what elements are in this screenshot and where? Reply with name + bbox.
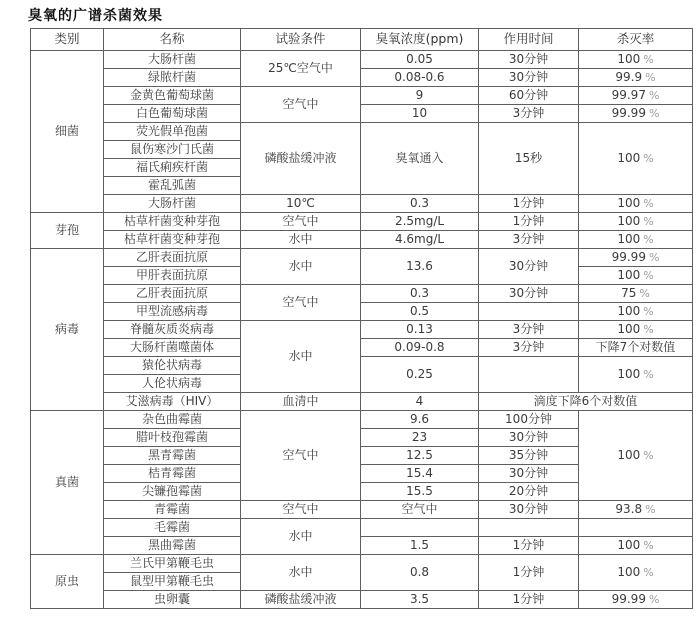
table-cell: 23 <box>361 429 479 447</box>
table-cell: 芽孢 <box>31 213 104 249</box>
table-row <box>31 339 693 357</box>
table-cell: 水中 <box>241 519 361 555</box>
table-cell: 枯草杆菌变种芽孢 <box>104 213 241 231</box>
table-cell: 甲型流感病毒 <box>104 303 241 321</box>
table-cell: 1分钟 <box>479 537 579 555</box>
table-cell: 100 % <box>579 231 693 249</box>
table-cell: 15.4 <box>361 465 479 483</box>
table-cell: 75 % <box>579 285 693 303</box>
col-header-category: 类别 <box>31 29 104 51</box>
table-cell: 毛霉菌 <box>104 519 241 537</box>
table-cell: 荧光假单孢菌 <box>104 123 241 141</box>
table-cell: 20分钟 <box>479 483 579 501</box>
table-cell: 空气中 <box>241 87 361 123</box>
table-cell <box>479 303 579 321</box>
table-cell: 真菌 <box>31 411 104 555</box>
table-cell: 3分钟 <box>479 321 579 339</box>
table-cell: 9 <box>361 87 479 105</box>
table-cell: 0.09-0.8 <box>361 339 479 357</box>
table-cell: 100 % <box>579 303 693 321</box>
table-cell: 腊叶枝孢霉菌 <box>104 429 241 447</box>
table-cell: 脊髓灰质炎病毒 <box>104 321 241 339</box>
table-cell: 大肠杆菌 <box>104 51 241 69</box>
table-cell: 99.9 % <box>579 69 693 87</box>
percent-sign: % <box>648 250 660 264</box>
table-cell: 臭氧通入 <box>361 123 479 195</box>
table-cell: 1分钟 <box>479 591 579 609</box>
table-cell: 4.6mg/L <box>361 231 479 249</box>
table-cell: 空气中 <box>241 411 361 501</box>
table-cell: 绿脓杆菌 <box>104 69 241 87</box>
table-cell: 人伦状病毒 <box>104 375 241 393</box>
table-cell: 100 % <box>579 411 693 501</box>
table-cell: 桔青霉菌 <box>104 465 241 483</box>
table-cell: 0.8 <box>361 555 479 591</box>
percent-sign: % <box>643 196 654 210</box>
table-cell: 0.3 <box>361 285 479 303</box>
table-row <box>31 321 693 339</box>
table-cell: 60分钟 <box>479 87 579 105</box>
percent-sign: % <box>645 70 656 84</box>
table-cell: 鼠伤寒沙门氏菌 <box>104 141 241 159</box>
table-cell: 2.5mg/L <box>361 213 479 231</box>
table-row <box>31 213 693 231</box>
percent-sign: % <box>643 367 654 381</box>
table-cell: 12.5 <box>361 447 479 465</box>
table-cell: 4 <box>361 393 479 411</box>
table-row <box>31 87 693 105</box>
table-row <box>31 105 693 123</box>
table-cell: 30分钟 <box>479 429 579 447</box>
table-cell: 30分钟 <box>479 249 579 285</box>
table-cell: 空气中 <box>361 501 479 519</box>
percent-sign: % <box>643 232 654 246</box>
percent-sign: % <box>643 52 654 66</box>
percent-sign: % <box>643 304 654 318</box>
table-cell: 9.6 <box>361 411 479 429</box>
table-cell: 99.99 % <box>579 591 693 609</box>
table-cell: 10 <box>361 105 479 123</box>
table-row <box>31 231 693 249</box>
table-cell: 1分钟 <box>479 195 579 213</box>
table-cell: 30分钟 <box>479 465 579 483</box>
table-cell: 兰氏甲第鞭毛虫 <box>104 555 241 573</box>
table-cell: 病毒 <box>31 249 104 411</box>
table-cell: 黑曲霉菌 <box>104 537 241 555</box>
percent-sign: % <box>643 565 654 579</box>
table-cell: 3.5 <box>361 591 479 609</box>
col-header-condition: 试验条件 <box>241 29 361 51</box>
table-cell: 霍乱弧菌 <box>104 177 241 195</box>
table-cell: 15.5 <box>361 483 479 501</box>
table-row <box>31 303 693 321</box>
table-cell: 30分钟 <box>479 51 579 69</box>
table-row <box>31 537 693 555</box>
table-cell: 乙肝表面抗原 <box>104 285 241 303</box>
table-row <box>31 591 693 609</box>
table-cell: 空气中 <box>241 285 361 321</box>
table-cell: 0.05 <box>361 51 479 69</box>
table-cell: 0.13 <box>361 321 479 339</box>
col-header-name: 名称 <box>104 29 241 51</box>
table-cell: 福氏痢疾杆菌 <box>104 159 241 177</box>
table-cell: 原虫 <box>31 555 104 609</box>
table-cell: 鼠型甲第鞭毛虫 <box>104 573 241 591</box>
table-cell: 尖镰孢霉菌 <box>104 483 241 501</box>
table-cell: 0.5 <box>361 303 479 321</box>
table-cell: 15秒 <box>479 123 579 195</box>
table-row <box>31 69 693 87</box>
table-cell: 猿伦状病毒 <box>104 357 241 375</box>
percent-sign: % <box>643 538 654 552</box>
table-cell: 3分钟 <box>479 231 579 249</box>
table-cell: 30分钟 <box>479 285 579 303</box>
table-cell <box>579 519 693 537</box>
table-cell: 100 % <box>579 555 693 591</box>
table-cell: 水中 <box>241 231 361 249</box>
table-cell: 血清中 <box>241 393 361 411</box>
table-cell: 磷酸盐缓冲液 <box>241 123 361 195</box>
table-cell: 3分钟 <box>479 105 579 123</box>
percent-sign: % <box>645 502 656 516</box>
header-row <box>31 29 693 51</box>
percent-sign: % <box>648 106 660 120</box>
table-row <box>31 519 693 537</box>
table-body <box>31 51 693 609</box>
table-cell: 100 % <box>579 51 693 69</box>
table-row <box>31 357 693 375</box>
table-cell <box>479 519 579 537</box>
table-cell: 35分钟 <box>479 447 579 465</box>
table-cell: 艾滋病毒（HIV） <box>104 393 241 411</box>
table-cell: 大肠杆菌 <box>104 195 241 213</box>
table-cell: 滴度下降6个对数值 <box>479 393 693 411</box>
table-cell: 空气中 <box>241 213 361 231</box>
table-cell: 1.5 <box>361 537 479 555</box>
table-cell: 100 % <box>579 321 693 339</box>
table-row <box>31 123 693 141</box>
table-cell: 100 % <box>579 537 693 555</box>
percent-sign: % <box>639 286 650 300</box>
table-row <box>31 195 693 213</box>
table-cell: 100 % <box>579 123 693 195</box>
table-cell: 水中 <box>241 555 361 591</box>
col-header-kill-rate: 杀灭率 <box>579 29 693 51</box>
table-row <box>31 411 693 429</box>
table-cell: 杂色曲霉菌 <box>104 411 241 429</box>
percent-sign: % <box>648 88 660 102</box>
table-cell: 99.99 % <box>579 249 693 267</box>
table-cell: 细菌 <box>31 51 104 213</box>
table-cell: 30分钟 <box>479 69 579 87</box>
table-cell: 虫卵囊 <box>104 591 241 609</box>
table-row <box>31 501 693 519</box>
table-row <box>31 249 693 267</box>
table-cell: 100分钟 <box>479 411 579 429</box>
table-row <box>31 555 693 573</box>
page-title: 臭氧的广谱杀菌效果 <box>28 8 163 24</box>
ozone-table <box>30 28 693 609</box>
table-cell: 100 % <box>579 357 693 393</box>
table-cell <box>361 519 479 537</box>
percent-sign: % <box>643 448 654 462</box>
table-cell: 100 % <box>579 213 693 231</box>
percent-sign: % <box>643 151 654 165</box>
table-cell: 1分钟 <box>479 555 579 591</box>
table-cell: 白色葡萄球菌 <box>104 105 241 123</box>
table-cell: 100 % <box>579 195 693 213</box>
table-cell: 25℃空气中 <box>241 51 361 87</box>
table-cell: 下降7个对数值 <box>579 339 693 357</box>
table-cell: 100 % <box>579 267 693 285</box>
table-row <box>31 285 693 303</box>
percent-sign: % <box>648 592 660 606</box>
table-row <box>31 393 693 411</box>
table-cell: 乙肝表面抗原 <box>104 249 241 267</box>
table-cell: 枯草杆菌变种芽孢 <box>104 231 241 249</box>
table-cell: 0.25 <box>361 357 479 393</box>
table-cell: 0.3 <box>361 195 479 213</box>
table-cell: 水中 <box>241 249 361 285</box>
table-cell: 3分钟 <box>479 339 579 357</box>
table-cell: 甲肝表面抗原 <box>104 267 241 285</box>
table-cell: 1分钟 <box>479 213 579 231</box>
table-cell: 水中 <box>241 321 361 393</box>
table-cell: 0.08-0.6 <box>361 69 479 87</box>
table-cell: 30分钟 <box>479 501 579 519</box>
table-cell <box>479 357 579 393</box>
table-cell: 黑青霉菌 <box>104 447 241 465</box>
table-cell: 99.99 % <box>579 105 693 123</box>
table-cell: 磷酸盐缓冲液 <box>241 591 361 609</box>
percent-sign: % <box>643 214 654 228</box>
table-row <box>31 51 693 69</box>
percent-sign: % <box>643 322 654 336</box>
table-cell: 99.97 % <box>579 87 693 105</box>
table-cell: 空气中 <box>241 501 361 519</box>
table-cell: 13.6 <box>361 249 479 285</box>
table-cell: 青霉菌 <box>104 501 241 519</box>
col-header-time: 作用时间 <box>479 29 579 51</box>
table-cell: 金黄色葡萄球菌 <box>104 87 241 105</box>
table-cell: 10℃ <box>241 195 361 213</box>
col-header-concentration: 臭氧浓度(ppm) <box>361 29 479 51</box>
percent-sign: % <box>643 268 654 282</box>
table-cell: 93.8 % <box>579 501 693 519</box>
table-cell: 大肠杆菌噬菌体 <box>104 339 241 357</box>
